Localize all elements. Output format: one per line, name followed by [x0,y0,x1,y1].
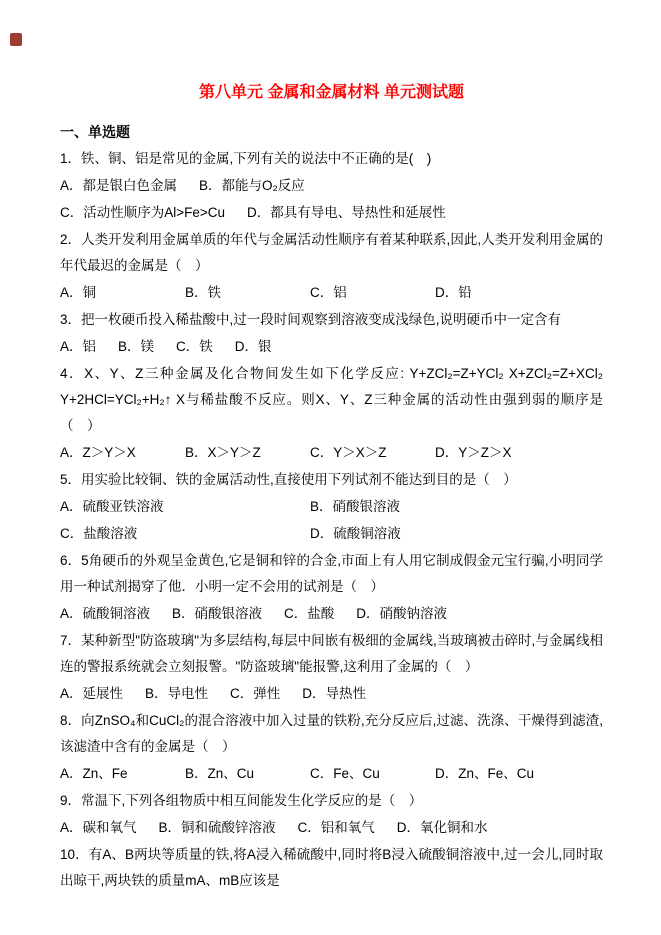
question-2 [60,227,603,306]
option-d: D．氧化铜和水 [396,820,488,835]
option-b: B．硝酸银溶液 [172,606,263,621]
question-stem: 3．把一枚硬币投入稀盐酸中,过一段时间观察到溶液变成浅绿色,说明硬币中一定含有 [60,312,562,327]
option-c: C．弹性 [230,686,281,701]
option-c: C．铝 [310,285,347,300]
question-stem: 1．铁、铜、铝是常见的金属,下列有关的说法中不正确的是( ) [60,151,432,166]
question-6 [60,548,603,627]
option-line [60,521,603,547]
option-a: A．碳和氧气 [60,820,137,835]
option-d: D．Zn、Fe、Cu [435,766,535,781]
option-b: B．铁 [185,285,222,300]
option-line [60,681,603,707]
option-line [60,601,603,627]
option-a: A．Zn、Fe [60,766,128,781]
option-a: A．硫酸亚铁溶液 [60,499,164,514]
question-9 [60,788,603,841]
option-line [60,761,603,787]
option-b: B．镁 [118,339,155,354]
question-8 [60,708,603,787]
option-c: C．Y＞X＞Z [310,445,387,460]
option-line [60,200,603,226]
option-a: A．硫酸铜溶液 [60,606,151,621]
question-stem: 2．人类开发利用金属单质的年代与金属活动性顺序有着某种联系,因此,人类开发利用金属的年代最迟的金属是（ ） [60,232,603,273]
question-stem: 10．有A、B两块等质量的铁,将A浸入稀硫酸中,同时将B浸入硫酸铜溶液中,过一会儿,同时取出晾干,两块铁的质量mA、mB应该是 [60,847,603,888]
option-a: A．铜 [60,285,97,300]
question-10 [60,842,603,894]
page-title: 第八单元 金属和金属材料 单元测试题 [199,84,464,101]
option-c: C．盐酸溶液 [60,526,138,541]
option-line [60,440,603,466]
option-line [60,334,603,360]
option-a: A．延展性 [60,686,124,701]
option-a: A．都是银白色金属 [60,178,178,193]
option-a: A．铝 [60,339,97,354]
question-3 [60,307,603,360]
option-c: C．铁 [176,339,213,354]
question-stem: 6．5角硬币的外观呈金黄色,它是铜和锌的合金,市面上有人用它制成假金元宝行骗,小明同学用一种试剂揭穿了他．小明一定不会用的试剂是（ ） [60,553,603,594]
option-d: D．银 [234,339,272,354]
option-b: B．导电性 [145,686,209,701]
option-b: B．Zn、Cu [185,766,255,781]
option-d: D．都具有导电、导热性和延展性 [247,205,446,220]
option-c: C．Fe、Cu [310,766,380,781]
option-c: C．铝和氧气 [297,820,375,835]
option-d: D．导热性 [302,686,367,701]
question-5 [60,467,603,547]
option-b: B．硝酸银溶液 [310,499,401,514]
question-stem: 5．用实验比较铜、铁的金属活动性,直接使用下列试剂不能达到目的是（ ） [60,472,517,487]
option-d: D．铅 [435,285,472,300]
question-stem: 8．向ZnSO₄和CuCl₂的混合溶液中加入过量的铁粉,充分反应后,过滤、洗涤、干燥得到滤渣,该滤渣中含有的金属是（ ） [60,713,603,754]
question-1 [60,146,603,226]
option-d: D．硫酸铜溶液 [310,526,401,541]
option-line [60,815,603,841]
option-line [60,494,603,520]
question-stem: 7．某种新型"防盗玻璃"为多层结构,每层中间嵌有极细的金属线,当玻璃被击碎时,与金属线相连的警报系统就会立刻报警。"防盗玻璃"能报警,这利用了金属的（ ） [60,633,603,674]
option-d: D．硝酸钠溶液 [356,606,448,621]
option-b: B．铜和硫酸锌溶液 [158,820,276,835]
question-4 [60,361,603,466]
option-c: C．活动性顺序为Al>Fe>Cu [60,205,226,220]
question-stem: 9．常温下,下列各组物质中相互间能发生化学反应的是（ ） [60,793,423,808]
section-header: 一、单选题 [60,124,130,140]
question-7 [60,628,603,707]
option-line [60,280,603,306]
option-b: B．都能与O₂反应 [199,178,305,193]
option-b: B．X＞Y＞Z [185,445,261,460]
question-stem: 4．X、Y、Z三种金属及化合物间发生如下化学反应: Y+ZCl₂=Z+YCl₂ X+ZCl₂=Z+XCl₂ Y+2HCl=YCl₂+H₂↑ X与稀盐酸不反应。则X、Y、Z三种金属的活动性由强到弱的顺序是（ ） [60,366,603,433]
option-a: A．Z＞Y＞X [60,445,136,460]
option-d: D．Y＞Z＞X [435,445,512,460]
option-c: C．盐酸 [284,606,335,621]
corner-mark-icon [10,33,22,46]
option-line [60,173,603,199]
